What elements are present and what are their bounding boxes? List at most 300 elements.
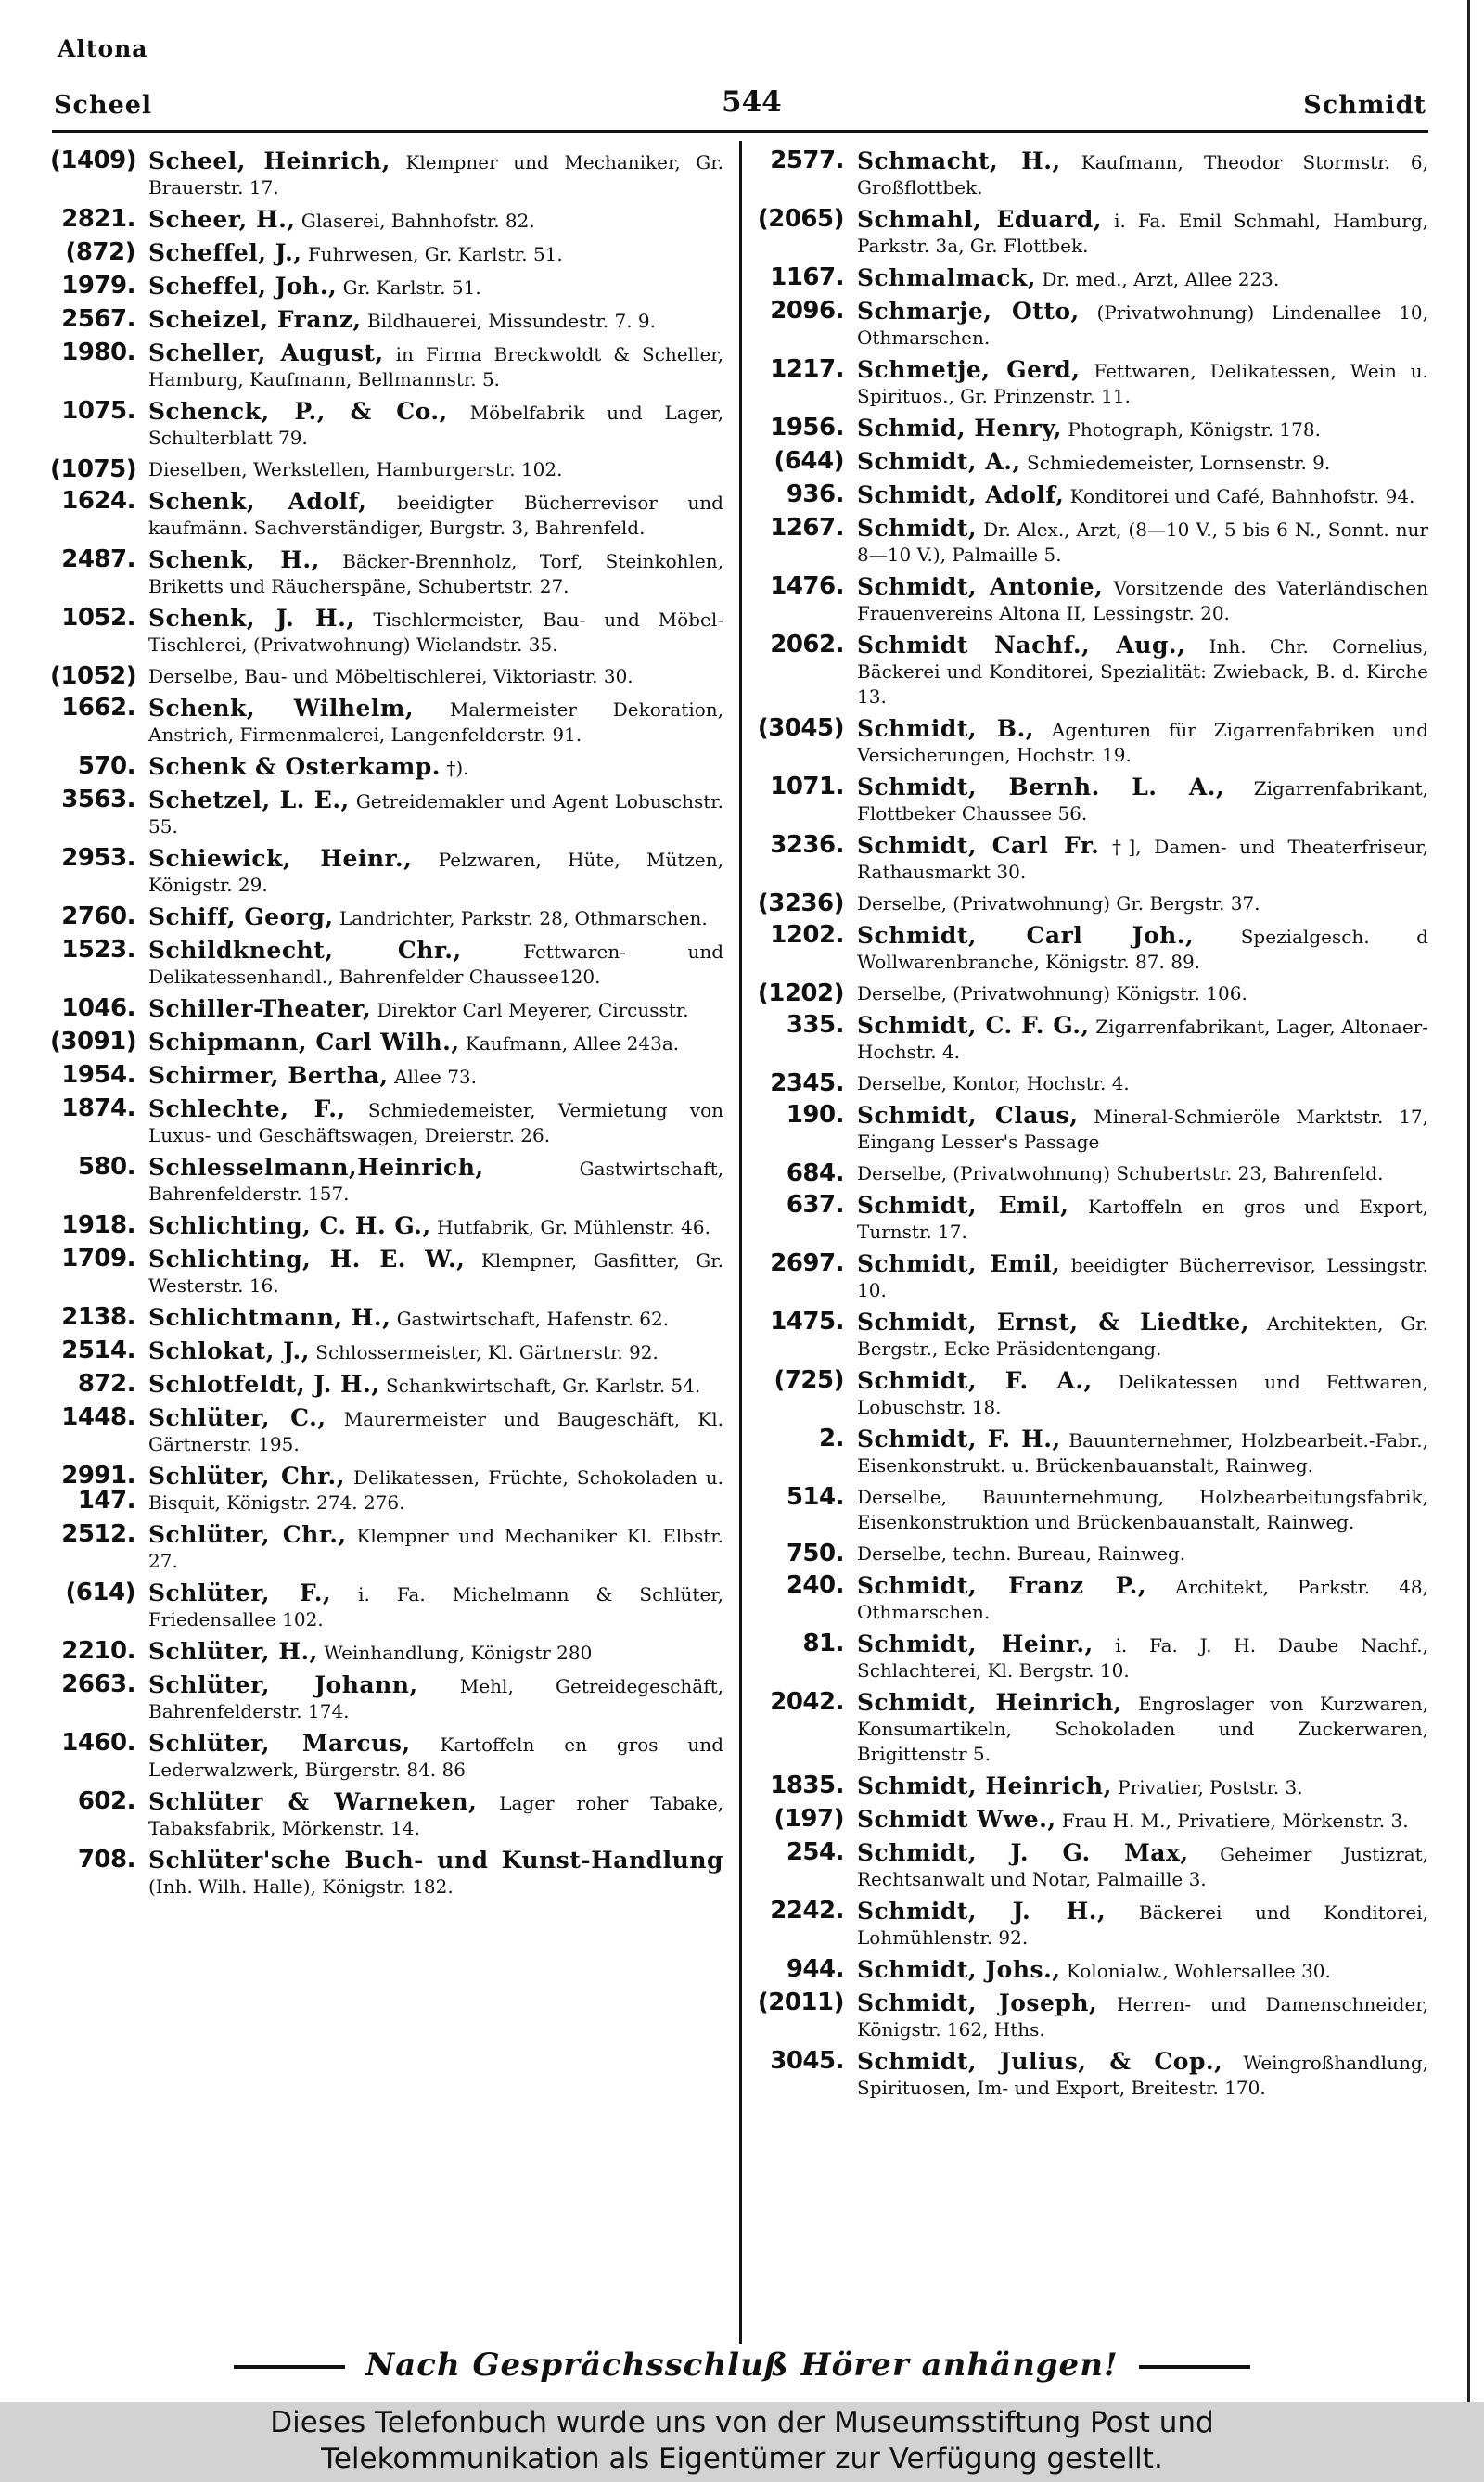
entry-text (857, 1807, 1428, 1834)
entry-text (857, 1427, 1428, 1478)
subscriber-name: Schmarje, Otto, (857, 298, 1080, 325)
phone-number: 1052. (61, 604, 135, 632)
entry-text (148, 274, 723, 301)
phone-number: (197) (774, 1805, 844, 1833)
phone-number: 3236. (770, 831, 844, 859)
subscriber-details: Allee 73. (393, 1066, 478, 1088)
subscriber-name: Schmahl, Eduard, (857, 206, 1103, 233)
page-edge-line (1467, 0, 1470, 2402)
entry-text (148, 1848, 723, 1900)
subscriber-details: †). (446, 757, 469, 779)
header-first-entry: Scheel (54, 91, 153, 120)
entry-text (148, 1213, 723, 1240)
phone-number: 2242. (770, 1897, 844, 1925)
directory-entry (753, 574, 1428, 626)
entry-text (857, 1103, 1428, 1155)
notice-line-1: Dieses Telefonbuch wurde uns von der Museumsstiftung Post und (270, 2406, 1214, 2439)
phone-number: 1624. (61, 487, 135, 515)
directory-entry (753, 1161, 1428, 1186)
subscriber-name: Schmidt, Bernh. L. A., (857, 774, 1225, 800)
directory-entry (50, 1405, 723, 1457)
subscriber-details: Bauunternehmer, Holzbearbeit.-Fabr., Eisenkonstrukt. u. Brückenbauanstalt, Rainweg. (857, 1429, 1428, 1477)
directory-entry (50, 457, 723, 482)
subscriber-details: Kolonialw., Wohlersallee 30. (1066, 1960, 1331, 1982)
directory-entry (753, 1103, 1428, 1155)
phone-number: 1874. (61, 1094, 135, 1122)
phone-number: 2. (819, 1425, 844, 1452)
directory-entry (753, 148, 1428, 200)
directory-entry (753, 1899, 1428, 1951)
entry-text (148, 457, 723, 482)
phone-number: 2487. (61, 545, 135, 573)
subscriber-details: (Privatwohnung) Lindenallee 10, Othmarschen. (857, 301, 1428, 349)
entry-text (857, 1071, 1428, 1096)
directory-entry (50, 1464, 723, 1516)
directory-entry (753, 416, 1428, 442)
phone-number: (725) (774, 1366, 844, 1394)
subscriber-name: Schmidt, Carl Joh., (857, 922, 1195, 949)
subscriber-name: Schlüter, Chr., (148, 1463, 345, 1490)
directory-entry (50, 1247, 723, 1299)
directory-entry (753, 1427, 1428, 1478)
phone-number: 1476. (770, 572, 844, 600)
subscriber-name: Schlüter, H., (148, 1638, 318, 1665)
phone-number: 2821. (61, 205, 135, 233)
subscriber-name: Schipmann, Carl Wilh., (148, 1029, 460, 1055)
entry-text (857, 1573, 1428, 1625)
page-header (54, 85, 1426, 128)
phone-number: 1835. (770, 1772, 844, 1799)
phone-number: 2096. (770, 297, 844, 325)
subscriber-details: Weinhandlung, Königstr 280 (324, 1642, 593, 1664)
subscriber-details: Konditorei und Café, Bahnhofstr. 94. (1069, 485, 1415, 507)
subscriber-details: Photograph, Königstr. 178. (1068, 418, 1321, 441)
subscriber-name: Schmidt, Emil, (857, 1250, 1061, 1277)
subscriber-details: Schmiedemeister, Vermietung von Luxus- und Geschäftswagen, Dreierstr. 26. (148, 1099, 723, 1146)
page-number: 544 (722, 85, 782, 119)
directory-entry (50, 664, 723, 689)
directory-entry (753, 1807, 1428, 1834)
subscriber-name: Schlüter, Chr., (148, 1521, 347, 1548)
directory-entry (50, 606, 723, 658)
subscriber-details: Gastwirtschaft, Bahrenfelderstr. 157. (148, 1158, 723, 1205)
subscriber-name: Schmidt, Franz P., (857, 1572, 1147, 1599)
directory-entry (753, 1193, 1428, 1245)
subscriber-details: (Inh. Wilh. Halle), Königstr. 182. (148, 1875, 454, 1898)
subscriber-name: Schlichtmann, H., (148, 1304, 391, 1331)
phone-number: 936. (786, 480, 844, 508)
entry-text (857, 1631, 1428, 1683)
subscriber-details: Derselbe, Kontor, Hochstr. 4. (857, 1072, 1130, 1094)
subscriber-name: Schenk, Wilhelm, (148, 695, 415, 722)
subscriber-details: Möbelfabrik und Lager, Schulterblatt 79. (148, 402, 724, 449)
subscriber-details: Architekten, Gr. Bergstr., Ecke Präsidentengang. (857, 1312, 1428, 1360)
subscriber-details: Engroslager von Kurzwaren, Konsumartikeln, Schokoladen und Zuckerwaren, Brigittenstr 5. (857, 1693, 1428, 1765)
subscriber-name: Schlesselmann,Heinrich, (148, 1154, 484, 1181)
entry-text (148, 904, 723, 931)
subscriber-name: Scheffel, Joh., (148, 273, 338, 300)
subscriber-details: Dr. med., Arzt, Allee 223. (1042, 268, 1280, 290)
entry-text (148, 1789, 723, 1841)
subscriber-details: Derselbe, (Privatwohnung) Schubertstr. 23, Bahrenfeld. (857, 1162, 1384, 1184)
subscriber-name: Schmidt, Emil, (857, 1192, 1069, 1219)
entry-text (857, 1690, 1428, 1767)
subscriber-name: Scheffel, J., (148, 239, 302, 266)
subscriber-details: Malermeister Dekoration, Anstrich, Firmenmalerei, Langenfelderstr. 91. (148, 698, 723, 746)
subscriber-name: Schmidt, Julius, & Cop., (857, 2048, 1223, 2075)
directory-entry (50, 1155, 723, 1207)
subscriber-details: Architekt, Parkstr. 48, Othmarschen. (857, 1576, 1429, 1623)
subscriber-name: Schmidt, Ernst, & Liedtke, (857, 1309, 1249, 1336)
phone-number: 2991. 147. (61, 1462, 135, 1515)
directory-entry (50, 307, 723, 334)
entry-text (857, 981, 1428, 1006)
phone-number: (614) (65, 1579, 135, 1606)
column-divider (739, 141, 742, 2344)
entry-text (148, 1096, 723, 1148)
entry-text (148, 1580, 723, 1632)
entry-text (148, 547, 723, 599)
subscriber-name: Schmidt, J. G. Max, (857, 1839, 1189, 1866)
directory-entry (753, 1990, 1428, 2042)
phone-number: 2697. (770, 1249, 844, 1277)
directory-entry (50, 1731, 723, 1783)
directory-entry (753, 2049, 1428, 2101)
phone-number: (1075) (50, 455, 137, 483)
phone-number: 1167. (770, 263, 844, 291)
subscriber-name: Scheer, H., (148, 206, 296, 233)
entry-text (148, 787, 723, 839)
subscriber-name: Schildknecht, Chr., (148, 937, 462, 964)
phone-number: 2760. (61, 902, 135, 930)
subscriber-name: Schlechte, F., (148, 1095, 346, 1122)
entry-text (148, 307, 723, 334)
subscriber-details: Agenturen für Zigarrenfabriken und Versicherungen, Hochstr. 19. (857, 719, 1429, 766)
phone-number: 2567. (61, 305, 135, 333)
subscriber-details: †], Damen- und Theaterfriseur, Rathausmarkt 30. (857, 836, 1428, 883)
entry-text (857, 1990, 1428, 2042)
entry-text (148, 996, 723, 1023)
entry-text (148, 489, 723, 541)
phone-number: 2062. (770, 631, 844, 659)
phone-number: 335. (786, 1011, 844, 1039)
city-heading: Altona (58, 35, 148, 62)
entry-text (148, 240, 723, 267)
subscriber-details: i. Fa. Emil Schmahl, Hamburg, Parkstr. 3a, Gr. Flottbek. (857, 210, 1429, 257)
subscriber-name: Schmidt, Heinrich, (857, 1689, 1122, 1716)
phone-number: 1075. (61, 397, 135, 425)
directory-entry (753, 265, 1428, 292)
subscriber-details: beeidigter Bücherrevisor, Lessingstr. 10. (857, 1254, 1429, 1301)
directory-entry (50, 1338, 723, 1365)
directory-entry (50, 240, 723, 267)
subscriber-name: Schetzel, L. E., (148, 787, 350, 813)
phone-number: 240. (786, 1571, 844, 1599)
directory-entry (50, 340, 723, 392)
directory-entry (50, 1672, 723, 1724)
subscriber-name: Schlüter, F., (148, 1580, 332, 1606)
subscriber-name: Schmidt, Adolf, (857, 481, 1065, 508)
subscriber-name: Schiller-Theater, (148, 995, 372, 1022)
entry-text (148, 1639, 723, 1666)
phone-number: 602. (77, 1787, 135, 1815)
subscriber-details: Fettwaren- und Delikatessenhandl., Bahrenfelder Chaussee120. (148, 940, 724, 988)
subscriber-details: Spezialgesch. d Wollwarenbranche, Königstr. 87. 89. (857, 926, 1428, 973)
subscriber-name: Schiff, Georg, (148, 903, 334, 930)
subscriber-details: Pelzwaren, Hüte, Mützen, Königstr. 29. (148, 849, 724, 896)
phone-number: 2345. (770, 1069, 844, 1097)
subscriber-details: i. Fa. J. H. Daube Nachf., Schlachterei, Kl. Bergstr. 10. (857, 1634, 1428, 1682)
phone-number: (1202) (757, 979, 844, 1007)
subscriber-name: Schmidt, J. H., (857, 1898, 1107, 1925)
entry-text (148, 1464, 723, 1516)
directory-entry (50, 1639, 723, 1666)
entry-text (857, 516, 1428, 568)
subscriber-details: Dr. Alex., Arzt, (8—10 V., 5 bis 6 N., Sonnt. nur 8—10 V.), Palmaille 5. (857, 518, 1428, 566)
directory-entry (50, 1372, 723, 1399)
phone-number: 2042. (770, 1688, 844, 1716)
directory-entry (753, 981, 1428, 1006)
subscriber-details: Tischlermeister, Bau- und Möbel-Tischlerei, (Privatwohnung) Wielandstr. 35. (148, 608, 723, 656)
directory-entry (50, 696, 723, 748)
subscriber-name: Schmacht, H., (857, 147, 1061, 174)
entry-text (857, 416, 1428, 442)
subscriber-name: Schmetje, Gerd, (857, 356, 1081, 383)
entry-text (857, 1485, 1428, 1535)
subscriber-details: Derselbe, (Privatwohnung) Gr. Bergstr. 37. (857, 892, 1260, 915)
directory-entry (753, 357, 1428, 409)
subscriber-name: Schlichting, C. H. G., (148, 1212, 431, 1239)
subscriber-details: Delikatessen und Fettwaren, Lobuschstr. 18. (857, 1371, 1428, 1418)
phone-number: (3045) (757, 714, 844, 742)
right-column (753, 148, 1428, 2107)
phone-number: 190. (786, 1101, 844, 1129)
subscriber-details: Vorsitzende des Vaterländischen Frauenvereins Altona II, Lessingstr. 20. (857, 577, 1428, 624)
phone-number: 2210. (61, 1637, 135, 1665)
phone-number: 1918. (61, 1211, 135, 1239)
subscriber-details: Kaufmann, Theodor Stormstr. 6, Großflottbek. (857, 151, 1428, 198)
subscriber-details: Frau H. M., Privatiere, Mörkenstr. 3. (1061, 1810, 1409, 1832)
directory-entry (50, 1030, 723, 1056)
entry-text (857, 1251, 1428, 1303)
directory-entry (50, 754, 723, 781)
subscriber-details: Zigarrenfabrikant, Lager, Altonaer-Hochstr. 4. (857, 1016, 1429, 1063)
subscriber-details: Fuhrwesen, Gr. Karlstr. 51. (307, 243, 563, 265)
subscriber-details: Maurermeister und Baugeschäft, Kl. Gärtnerstr. 195. (148, 1408, 723, 1455)
directory-entry (753, 1013, 1428, 1065)
phone-number: 3045. (770, 2047, 844, 2075)
entry-text (148, 606, 723, 658)
phone-number: (644) (774, 447, 844, 475)
subscriber-details: Getreidemakler und Agent Lobuschstr. 55. (148, 790, 724, 838)
entry-text (148, 207, 723, 234)
subscriber-details: Derselbe, techn. Bureau, Rainweg. (857, 1542, 1186, 1565)
subscriber-details: Dieselben, Werkstellen, Hamburgerstr. 102. (148, 458, 563, 480)
entry-text (148, 1030, 723, 1056)
subscriber-details: Klempner, Gasfitter, Gr. Westerstr. 16. (148, 1249, 723, 1297)
directory-entry (753, 1251, 1428, 1303)
directory-entry (50, 1213, 723, 1240)
entry-text (148, 1731, 723, 1783)
subscriber-name: Schlüter & Warneken, (148, 1788, 478, 1815)
phone-number: 944. (786, 1955, 844, 1983)
phone-number: 1954. (61, 1061, 135, 1089)
subscriber-name: Scheizel, Franz, (148, 306, 362, 333)
phone-number: 684. (786, 1159, 844, 1187)
phone-number: (2011) (757, 1989, 844, 2016)
phone-number: 570. (77, 752, 135, 780)
directory-entry (753, 1690, 1428, 1767)
subscriber-name: Schmidt, Carl Fr. (857, 832, 1100, 859)
subscriber-name: Schmidt, B., (857, 715, 1034, 742)
subscriber-name: Schmid, Henry, (857, 415, 1063, 441)
subscriber-name: Scheller, August, (148, 339, 384, 366)
directory-entry (50, 1580, 723, 1632)
entry-text (857, 1193, 1428, 1245)
subscriber-name: Schmidt Wwe., (857, 1806, 1056, 1833)
directory-entry (753, 774, 1428, 826)
subscriber-name: Schmidt, Joseph, (857, 1989, 1098, 2016)
subscriber-name: Schmidt, F. H., (857, 1426, 1061, 1452)
subscriber-name: Schlüter, Johann, (148, 1671, 418, 1698)
ownership-notice-banner (0, 2402, 1484, 2482)
entry-text (857, 1542, 1428, 1567)
subscriber-name: Schenk, Adolf, (148, 488, 367, 515)
phone-number: (1052) (50, 662, 137, 690)
phone-number: 2953. (61, 844, 135, 872)
phone-number: 1202. (770, 921, 844, 949)
directory-entry (753, 1840, 1428, 1892)
entry-text (148, 1372, 723, 1399)
subscriber-details: Derselbe, Bauunternehmung, Holzbearbeitungsfabrik, Eisenkonstruktion und Brückenbauanstalt, Rainweg. (857, 1486, 1428, 1533)
phone-number: (3091) (50, 1028, 137, 1055)
subscriber-name: Schirmer, Bertha, (148, 1062, 389, 1089)
subscriber-details: Kartoffeln en gros und Lederwalzwerk, Bürgerstr. 84. 86 (148, 1734, 723, 1781)
entry-text (148, 1338, 723, 1365)
subscriber-name: Schenk, J. H., (148, 605, 355, 632)
directory-entry (50, 1522, 723, 1574)
phone-number: 1980. (61, 339, 135, 366)
subscriber-details: Bildhauerei, Missundestr. 7. 9. (366, 310, 657, 332)
entry-text (857, 482, 1428, 509)
directory-entry (753, 891, 1428, 916)
notice-line-2: Telekommunikation als Eigentümer zur Verfügung gestellt. (321, 2442, 1163, 2476)
phone-number: 1662. (61, 694, 135, 722)
subscriber-name: Schlüter, Marcus, (148, 1730, 411, 1757)
entry-text (148, 938, 723, 990)
directory-entry (753, 1310, 1428, 1362)
phone-number: 81. (802, 1630, 844, 1657)
subscriber-name: Schlüter'sche Buch- und Kunst-Handlung (148, 1847, 723, 1874)
entry-text (148, 1522, 723, 1574)
subscriber-name: Schenk, H., (148, 546, 320, 573)
phone-number: 1709. (61, 1245, 135, 1273)
entry-text (857, 299, 1428, 351)
phone-number: 1979. (61, 272, 135, 300)
subscriber-details: Glaserei, Bahnhofstr. 82. (301, 210, 535, 232)
subscriber-details: Mineral-Schmieröle Marktstr. 17, Eingang Lesser's Passage (857, 1106, 1429, 1153)
entry-text (857, 633, 1428, 710)
footer-slogan (0, 2347, 1484, 2384)
directory-entry (50, 787, 723, 839)
subscriber-details: Schlossermeister, Kl. Gärtnerstr. 92. (315, 1341, 659, 1363)
subscriber-details: Derselbe, (Privatwohnung) Königstr. 106. (857, 982, 1247, 1004)
entry-text (857, 1013, 1428, 1065)
directory-entry (753, 1485, 1428, 1535)
directory-entry (753, 1071, 1428, 1096)
entry-text (857, 148, 1428, 200)
phone-number: 1523. (61, 936, 135, 964)
directory-entry (50, 904, 723, 931)
subscriber-details: Klempner und Mechaniker Kl. Elbstr. 27. (148, 1525, 724, 1572)
phone-number: 1267. (770, 514, 844, 542)
entry-text (148, 696, 723, 748)
subscriber-name: Schmidt, Heinr., (857, 1631, 1094, 1657)
entry-text (148, 1672, 723, 1724)
entry-text (857, 1161, 1428, 1186)
directory-entry (50, 489, 723, 541)
directory-entry (50, 1789, 723, 1841)
entry-text (148, 1155, 723, 1207)
directory-entry (753, 299, 1428, 351)
subscriber-details: Weingroßhandlung, Spirituosen, Im- und Export, Breitestr. 170. (857, 2052, 1428, 2099)
subscriber-name: Schmidt Nachf., Aug., (857, 632, 1186, 659)
phone-number: 1448. (61, 1403, 135, 1431)
subscriber-details: Bäcker-Brennholz, Torf, Steinkohlen, Briketts und Räucherspäne, Schubertstr. 27. (148, 550, 724, 597)
subscriber-details: Delikatessen, Früchte, Schokoladen u. Bisquit, Königstr. 274. 276. (148, 1466, 724, 1514)
subscriber-details: Gr. Karlstr. 51. (342, 276, 481, 299)
phone-number: (2065) (757, 205, 844, 233)
subscriber-name: Scheel, Heinrich, (148, 147, 390, 174)
subscriber-name: Schlotfeldt, J. H., (148, 1371, 380, 1398)
subscriber-details: Direktor Carl Meyerer, Circusstr. (377, 999, 689, 1021)
phone-number: 708. (77, 1846, 135, 1874)
phone-number: 750. (786, 1540, 844, 1567)
phone-number: 1956. (770, 414, 844, 441)
entry-text (148, 754, 723, 781)
directory-entry (753, 633, 1428, 710)
subscriber-details: Fettwaren, Delikatessen, Wein u. Spirituos., Gr. Prinzenstr. 11. (857, 360, 1428, 407)
directory-entry (753, 1631, 1428, 1683)
subscriber-name: Schlichting, H. E. W., (148, 1246, 466, 1273)
directory-entry (753, 1542, 1428, 1567)
directory-entry (753, 716, 1428, 768)
directory-entry (50, 547, 723, 599)
entry-text (857, 207, 1428, 259)
entry-text (857, 1957, 1428, 1984)
phone-number: 580. (77, 1153, 135, 1181)
subscriber-details: Derselbe, Bau- und Möbeltischlerei, Viktoriastr. 30. (148, 665, 633, 687)
directory-entry (50, 148, 723, 200)
directory-entry (753, 449, 1428, 476)
phone-number: 2663. (61, 1670, 135, 1698)
header-last-entry: Schmidt (1303, 91, 1426, 120)
entry-text (857, 1773, 1428, 1800)
directory-entry (50, 996, 723, 1023)
subscriber-name: Schlüter, C., (148, 1404, 326, 1431)
phone-number: 514. (786, 1483, 844, 1511)
subscriber-details: Klempner und Mechaniker, Gr. Brauerstr. 17. (148, 151, 723, 198)
directory-entry (753, 1573, 1428, 1625)
phone-number: 2514. (61, 1337, 135, 1364)
slogan-rule-right (1139, 2365, 1250, 2369)
subscriber-details: Inh. Chr. Cornelius, Bäckerei und Konditorei, Spezialität: Zwieback, B. d. Kirche 13. (857, 635, 1428, 708)
entry-text (857, 357, 1428, 409)
subscriber-details: Schankwirtschaft, Gr. Karlstr. 54. (385, 1375, 701, 1397)
header-rule (52, 130, 1428, 133)
phone-number: (872) (65, 238, 135, 266)
entry-text (857, 265, 1428, 292)
